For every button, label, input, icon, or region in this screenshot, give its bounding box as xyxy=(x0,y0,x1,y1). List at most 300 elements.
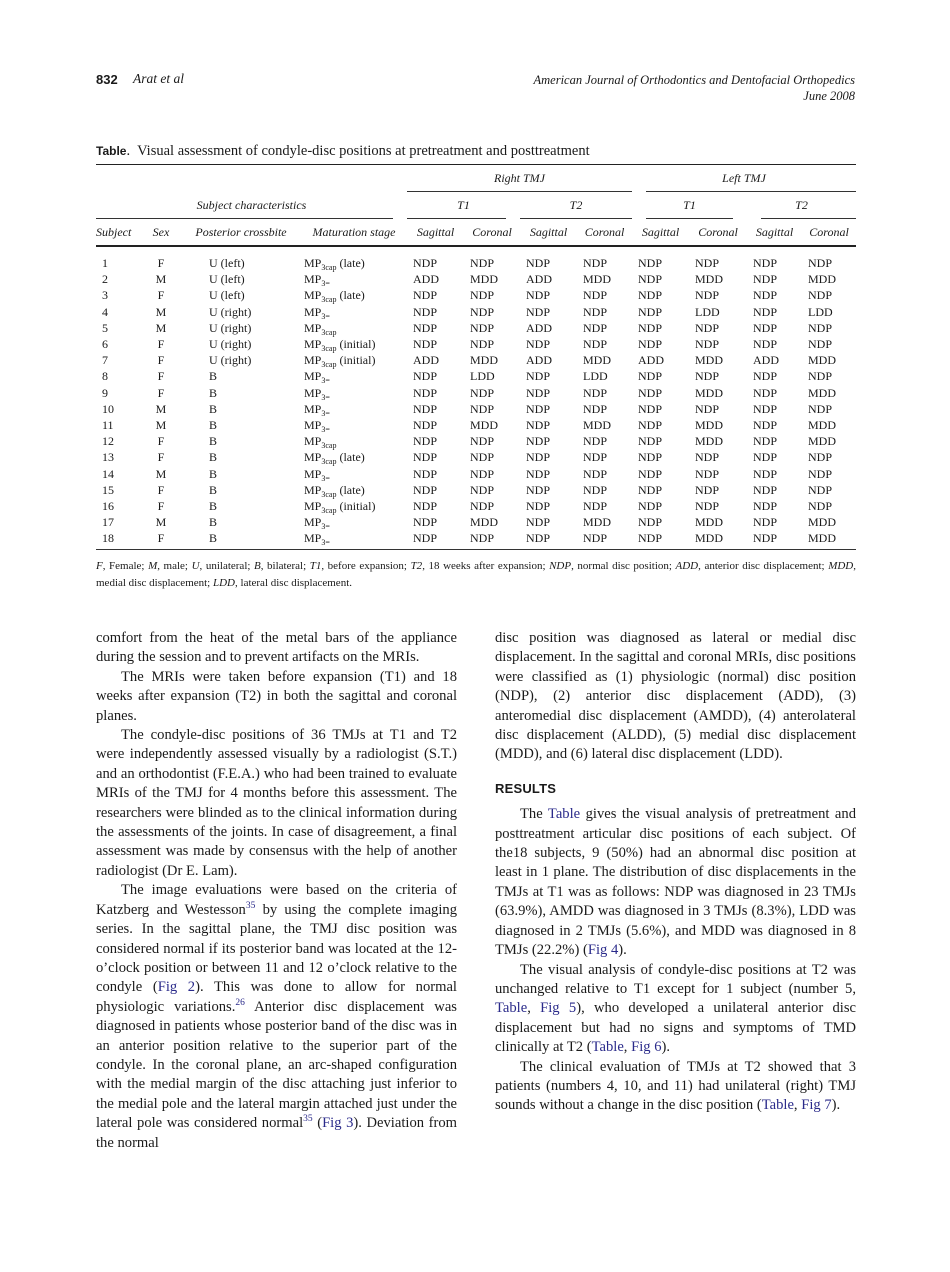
maturation-subscript: 3cap xyxy=(321,295,337,305)
body-column-left xyxy=(96,629,457,1153)
journal-title: American Journal of Orthodontics and Dentofacial Orthopedics xyxy=(533,73,855,87)
left-t1-header: T1 xyxy=(632,192,747,219)
cell-l-t2-sagittal: NDP xyxy=(753,256,778,271)
col-r-t2-sagittal: Sagittal xyxy=(520,219,577,246)
maturation-suffix: (initial) xyxy=(336,353,376,368)
cell-r-t1-sagittal: NDP xyxy=(413,385,438,400)
cell-r-t2-coronal: NDP xyxy=(583,337,608,352)
running-head xyxy=(96,70,855,110)
cell-r-t1-sagittal: NDP xyxy=(413,498,438,513)
right-tmj-header: Right TMJ xyxy=(407,165,632,193)
cell-l-t1-sagittal: NDP xyxy=(638,515,663,530)
maturation-subscript: 3= xyxy=(321,279,330,289)
text-run: ). xyxy=(831,1097,841,1114)
col-l-t1-sagittal: Sagittal xyxy=(632,219,689,246)
citation-link[interactable]: 26 xyxy=(235,997,245,1008)
cell-crossbite: B xyxy=(209,466,218,481)
cell-crossbite: B xyxy=(209,401,218,416)
cell-l-t1-coronal: NDP xyxy=(695,450,720,465)
maturation-base: MP xyxy=(304,272,322,287)
cell-r-t1-sagittal: NDP xyxy=(413,401,438,416)
cell-l-t2-coronal: MDD xyxy=(808,434,837,449)
cell-crossbite: B xyxy=(209,515,218,530)
cell-maturation xyxy=(301,417,407,433)
cell-maturation xyxy=(301,530,407,550)
table-row xyxy=(96,255,856,271)
footnote-abbreviation: B xyxy=(254,560,261,572)
cell-subject: 12 xyxy=(102,434,114,449)
cell-l-t1-sagittal: NDP xyxy=(638,466,663,481)
cell-l-t1-sagittal: NDP xyxy=(638,450,663,465)
cell-subject: 8 xyxy=(102,369,108,384)
page-number: 832 xyxy=(96,72,118,87)
cell-r-t1-coronal: NDP xyxy=(470,320,495,335)
cell-sex: F xyxy=(157,256,165,271)
running-authors: Arat et al xyxy=(133,71,184,86)
cell-l-t2-sagittal: NDP xyxy=(753,272,778,287)
cell-r-t2-coronal: NDP xyxy=(583,304,608,319)
text-run: , xyxy=(527,1000,541,1017)
col-subject: Subject xyxy=(96,219,141,246)
footnote-definition: , before expansion; xyxy=(321,560,411,572)
figure-link[interactable]: Fig 5 xyxy=(540,1000,577,1017)
left-tmj-header: Left TMJ xyxy=(632,165,856,193)
maturation-base: MP xyxy=(304,320,322,335)
maturation-subscript: 3cap xyxy=(321,489,337,499)
cell-subject: 5 xyxy=(102,320,108,335)
cell-r-t1-sagittal: NDP xyxy=(413,256,438,271)
table-row xyxy=(96,482,856,498)
maturation-subscript: 3cap xyxy=(321,505,337,515)
footnote-abbreviation: ADD xyxy=(675,560,699,572)
maturation-subscript: 3= xyxy=(321,376,330,386)
text-run: , xyxy=(623,1039,632,1056)
cell-r-t2-sagittal: NDP xyxy=(526,466,551,481)
cell-maturation xyxy=(301,385,407,401)
cell-r-t2-coronal: NDP xyxy=(583,450,608,465)
cell-r-t1-coronal: NDP xyxy=(470,498,495,513)
citation-link[interactable]: 35 xyxy=(245,900,256,911)
maturation-base: MP xyxy=(304,288,322,303)
maturation-suffix: (late) xyxy=(336,256,365,271)
footnote-abbreviation: MDD xyxy=(828,560,854,572)
cell-l-t2-sagittal: NDP xyxy=(753,369,778,384)
cell-l-t1-sagittal: NDP xyxy=(638,304,663,319)
journal-info xyxy=(534,72,856,104)
cell-r-t1-sagittal: NDP xyxy=(413,515,438,530)
col-l-t2-sagittal: Sagittal xyxy=(747,219,802,246)
cell-r-t2-coronal: MDD xyxy=(583,417,612,432)
table-row xyxy=(96,320,856,336)
figure-link[interactable]: Fig 2 xyxy=(157,979,196,996)
cell-r-t2-sagittal: NDP xyxy=(526,337,551,352)
cell-r-t1-coronal: NDP xyxy=(470,337,495,352)
cell-l-t2-coronal: NDP xyxy=(808,256,833,271)
cell-subject: 4 xyxy=(102,304,108,319)
cell-r-t2-coronal: MDD xyxy=(583,353,612,368)
cell-l-t2-sagittal: NDP xyxy=(753,385,778,400)
cell-r-t2-coronal: LDD xyxy=(583,369,608,384)
maturation-base: MP xyxy=(304,515,322,530)
table-title: Visual assessment of condyle-disc positions at pretreatment and posttreatment xyxy=(137,143,590,159)
cell-r-t2-coronal: MDD xyxy=(583,515,612,530)
cell-maturation xyxy=(301,433,407,449)
cell-r-t2-sagittal: NDP xyxy=(526,417,551,432)
cell-l-t1-sagittal: NDP xyxy=(638,272,663,287)
footnote-definition: , anterior disc displacement; xyxy=(698,560,829,572)
table-row xyxy=(96,433,856,449)
cell-l-t2-sagittal: NDP xyxy=(753,320,778,335)
cell-subject: 7 xyxy=(102,353,108,368)
cell-r-t1-sagittal: NDP xyxy=(407,530,464,550)
cell-subject: 11 xyxy=(102,417,114,432)
table-caption xyxy=(96,143,590,160)
cell-l-t2-coronal: MDD xyxy=(808,353,837,368)
table-row xyxy=(96,514,856,530)
cell-l-t2-sagittal: NDP xyxy=(753,288,778,303)
cell-maturation xyxy=(301,401,407,417)
cell-sex: F xyxy=(157,337,165,352)
cell-r-t2-coronal: NDP xyxy=(583,288,608,303)
cell-r-t2-sagittal: NDP xyxy=(526,304,551,319)
cell-l-t1-sagittal: ADD xyxy=(638,353,664,368)
col-maturation: Maturation stage xyxy=(301,219,407,246)
cell-r-t1-sagittal: NDP xyxy=(413,482,438,497)
cell-l-t2-coronal: MDD xyxy=(802,530,856,550)
cell-r-t2-coronal: NDP xyxy=(583,256,608,271)
cell-l-t2-coronal: NDP xyxy=(808,482,833,497)
cell-r-t1-sagittal: ADD xyxy=(413,353,439,368)
paragraph: The MRIs were taken before expansion (T1) and 18 weeks after expansion (T2) in both the sagittal and coronal planes. xyxy=(96,668,457,724)
cell-crossbite: B xyxy=(209,498,218,513)
table-row xyxy=(96,530,856,550)
text-run: by using the complete imaging series. In the sagittal plane, the TMJ disc position was considered normal if its posterior band was located at the 12-o’clock position or between 11 and 12 o’clock relative to the condyle ( xyxy=(96,901,457,996)
cell-subject: 1 xyxy=(102,256,108,271)
cell-crossbite: B xyxy=(209,482,218,497)
cell-maturation xyxy=(301,514,407,530)
issue-date: June 2008 xyxy=(803,89,855,103)
cell-sex: F xyxy=(157,369,165,384)
maturation-base: MP xyxy=(304,353,322,368)
cell-l-t1-sagittal: NDP xyxy=(638,482,663,497)
cell-sex: M xyxy=(155,304,167,319)
cell-maturation xyxy=(301,449,407,465)
footnote-abbreviation: NDP xyxy=(549,560,572,572)
cell-crossbite: B xyxy=(209,385,218,400)
cell-sex: M xyxy=(155,401,167,416)
cell-crossbite: B xyxy=(209,450,218,465)
cell-maturation xyxy=(301,304,407,320)
cell-crossbite: U (right) xyxy=(209,320,252,335)
figure-link[interactable]: Fig 7 xyxy=(801,1097,832,1114)
paragraph: The condyle-disc positions of 36 TMJs at T1 and T2 were independently assessed visually by a radiologist (S.T.) and an orthodontist (F.E.A.) who had been trained to evaluate MRIs of the TMJ for 4 months before this assessment. The researchers were blinded as to the clinical information during the assessments of the joints. In case of disagreement, a final assessment was made by consensus with the help of another radiologist (Dr E. Lam). xyxy=(96,727,457,879)
maturation-base: MP xyxy=(304,531,322,546)
figure-link[interactable]: Fig 6 xyxy=(631,1039,662,1056)
cell-r-t2-sagittal: NDP xyxy=(526,434,551,449)
cell-crossbite: U (right) xyxy=(209,353,252,368)
cell-l-t1-sagittal: NDP xyxy=(638,434,663,449)
cell-l-t2-coronal: MDD xyxy=(808,515,837,530)
maturation-base: MP xyxy=(304,337,322,352)
paragraph xyxy=(495,961,856,1058)
cell-l-t1-coronal: MDD xyxy=(695,385,724,400)
maturation-base: MP xyxy=(304,256,322,271)
cell-crossbite: B xyxy=(209,434,218,449)
cell-r-t1-sagittal: NDP xyxy=(413,450,438,465)
cell-l-t1-sagittal: NDP xyxy=(638,256,663,271)
cell-l-t2-coronal: NDP xyxy=(808,401,833,416)
cell-crossbite: U (left) xyxy=(209,272,245,287)
cell-maturation xyxy=(301,255,407,271)
cell-crossbite: B xyxy=(181,530,301,550)
cell-l-t1-coronal: MDD xyxy=(689,530,747,550)
cell-r-t2-sagittal: ADD xyxy=(526,320,552,335)
cell-r-t1-sagittal: NDP xyxy=(413,304,438,319)
cell-maturation xyxy=(301,352,407,368)
footnote-definition: , 18 weeks after expansion; xyxy=(422,560,550,572)
cell-r-t2-coronal: NDP xyxy=(583,434,608,449)
maturation-base: MP xyxy=(304,434,322,449)
cell-l-t1-sagittal: NDP xyxy=(632,530,689,550)
cell-r-t1-coronal: NDP xyxy=(470,288,495,303)
table-link[interactable]: Table xyxy=(547,806,581,823)
cell-r-t1-coronal: MDD xyxy=(470,417,499,432)
cell-l-t1-coronal: LDD xyxy=(695,304,720,319)
cell-r-t2-sagittal: NDP xyxy=(526,498,551,513)
cell-r-t1-coronal: NDP xyxy=(470,385,495,400)
cell-r-t1-sagittal: ADD xyxy=(413,272,439,287)
text-run: gives the visual analysis of pretreatment and posttreatment articular disc positions of each subject. Of the18 subjects, 9 (50%) had an abnormal disc position at least in 1 plane. The distribution of disc displacements in the TMJs at T1 was as follows: NDP was diagnosed in 23 TMJs (63.9%), AMDD was diagnosed in 3 TMJs (8.3%), LDD was diagnosed in 2 TMJs (5.6%), and MDD was diagnosed in 8 TMJs (22.2%) ( xyxy=(495,806,857,959)
cell-r-t2-sagittal: NDP xyxy=(526,288,551,303)
maturation-suffix: (late) xyxy=(336,450,365,465)
cell-r-t1-coronal: NDP xyxy=(470,450,495,465)
cell-l-t1-coronal: NDP xyxy=(695,337,720,352)
cell-l-t1-sagittal: NDP xyxy=(638,498,663,513)
maturation-base: MP xyxy=(304,385,322,400)
cell-subject: 16 xyxy=(102,498,114,513)
cell-sex: F xyxy=(157,385,165,400)
cell-l-t2-sagittal: ADD xyxy=(753,353,779,368)
cell-l-t1-coronal: MDD xyxy=(695,353,724,368)
cell-r-t2-sagittal: NDP xyxy=(526,482,551,497)
maturation-base: MP xyxy=(304,417,322,432)
cell-r-t2-coronal: NDP xyxy=(583,385,608,400)
left-t2-header: T2 xyxy=(747,192,856,219)
cell-sex: F xyxy=(157,482,165,497)
cell-r-t1-sagittal: NDP xyxy=(413,337,438,352)
maturation-base: MP xyxy=(304,369,322,384)
cell-maturation xyxy=(301,320,407,336)
cell-crossbite: U (right) xyxy=(209,337,252,352)
cell-subject: 18 xyxy=(96,530,141,550)
cell-sex: M xyxy=(155,515,167,530)
footnote-abbreviation: T1 xyxy=(309,560,322,572)
maturation-base: MP xyxy=(304,482,322,497)
maturation-suffix: (late) xyxy=(336,288,365,303)
text-run: ). xyxy=(618,942,627,959)
col-l-t1-coronal: Coronal xyxy=(689,219,747,246)
disc-position-table xyxy=(96,164,856,550)
text-run: The visual analysis of condyle-disc positions at T2 was unchanged relative to T1 except for 1 subject (number 5, xyxy=(495,961,856,997)
footnote-definition: , normal disc position; xyxy=(571,560,676,572)
cell-r-t2-coronal: NDP xyxy=(583,482,608,497)
body-column-right xyxy=(495,629,856,1116)
cell-r-t2-sagittal: NDP xyxy=(526,369,551,384)
cell-r-t2-sagittal: NDP xyxy=(526,385,551,400)
citation-link[interactable]: 35 xyxy=(303,1114,313,1125)
maturation-subscript: 3cap xyxy=(321,344,337,354)
cell-l-t2-coronal: NDP xyxy=(808,320,833,335)
cell-l-t1-sagittal: NDP xyxy=(638,288,663,303)
cell-r-t2-coronal: NDP xyxy=(583,466,608,481)
table-row xyxy=(96,368,856,384)
cell-l-t2-sagittal: NDP xyxy=(753,450,778,465)
maturation-subscript: 3= xyxy=(321,392,330,402)
cell-crossbite: U (left) xyxy=(209,256,245,271)
cell-r-t1-sagittal: NDP xyxy=(413,369,438,384)
table-row xyxy=(96,417,856,433)
maturation-subscript: 3cap xyxy=(321,263,337,273)
cell-maturation xyxy=(301,287,407,303)
cell-crossbite: B xyxy=(209,417,218,432)
cell-sex: F xyxy=(157,288,165,303)
cell-subject: 15 xyxy=(102,482,114,497)
cell-sex: F xyxy=(157,353,165,368)
footnote-definition: , lateral disc displacement. xyxy=(235,577,352,589)
cell-maturation xyxy=(301,271,407,287)
footnote-abbreviation: T2 xyxy=(410,560,423,572)
cell-l-t2-coronal: MDD xyxy=(808,417,837,432)
cell-subject: 10 xyxy=(102,401,114,416)
cell-l-t2-sagittal: NDP xyxy=(753,466,778,481)
cell-l-t1-coronal: MDD xyxy=(695,434,724,449)
cell-l-t2-coronal: LDD xyxy=(808,304,833,319)
footnote-abbreviation: LDD xyxy=(213,577,236,589)
footnote-abbreviation: M xyxy=(148,560,158,572)
cell-maturation xyxy=(301,465,407,481)
paragraph xyxy=(495,805,856,960)
cell-l-t1-coronal: NDP xyxy=(695,498,720,513)
text-run: ). xyxy=(661,1039,671,1056)
table-body xyxy=(96,255,856,550)
cell-l-t1-coronal: NDP xyxy=(695,369,720,384)
cell-r-t1-sagittal: NDP xyxy=(413,417,438,432)
maturation-subscript: 3= xyxy=(321,424,330,434)
table-row xyxy=(96,271,856,287)
maturation-subscript: 3= xyxy=(321,408,330,418)
col-r-t2-coronal: Coronal xyxy=(577,219,632,246)
table-link[interactable]: Table xyxy=(495,1000,528,1017)
cell-l-t1-sagittal: NDP xyxy=(638,417,663,432)
cell-r-t1-sagittal: NDP xyxy=(413,320,438,335)
table-label-period: . xyxy=(126,143,138,159)
cell-l-t2-sagittal: NDP xyxy=(753,337,778,352)
cell-l-t2-coronal: NDP xyxy=(808,498,833,513)
table-row xyxy=(96,304,856,320)
cell-r-t2-sagittal: ADD xyxy=(526,272,552,287)
cell-l-t1-coronal: NDP xyxy=(695,288,720,303)
cell-l-t2-sagittal: NDP xyxy=(747,530,802,550)
text-run: The clinical evaluation of TMJs at T2 showed that 3 patients (numbers 4, 10, and 11) had unilateral (right) TMJ sounds without a change in the disc position ( xyxy=(495,1058,856,1114)
table-row xyxy=(96,385,856,401)
cell-r-t1-coronal: LDD xyxy=(470,369,495,384)
cell-maturation xyxy=(301,336,407,352)
cell-r-t1-coronal: MDD xyxy=(470,515,499,530)
cell-l-t2-sagittal: NDP xyxy=(753,401,778,416)
col-r-t1-coronal: Coronal xyxy=(464,219,520,246)
cell-sex: M xyxy=(155,272,167,287)
cell-sex: F xyxy=(141,530,181,550)
maturation-suffix: (late) xyxy=(336,482,365,497)
cell-r-t2-sagittal: NDP xyxy=(526,401,551,416)
maturation-base: MP xyxy=(304,304,322,319)
cell-r-t1-sagittal: NDP xyxy=(413,288,438,303)
table-row xyxy=(96,352,856,368)
table-row xyxy=(96,287,856,303)
cell-l-t1-coronal: NDP xyxy=(695,320,720,335)
cell-sex: M xyxy=(155,417,167,432)
text-run: ). Deviation from the normal xyxy=(96,1115,457,1151)
maturation-base: MP xyxy=(304,450,322,465)
maturation-subscript: 3cap xyxy=(321,441,337,451)
cell-subject: 13 xyxy=(102,450,114,465)
right-t2-header: T2 xyxy=(520,192,632,219)
text-run: The xyxy=(520,806,548,823)
maturation-base: MP xyxy=(304,498,322,513)
text-run: ( xyxy=(312,1115,323,1132)
cell-r-t2-coronal: NDP xyxy=(583,498,608,513)
figure-link[interactable]: Fig 4 xyxy=(587,942,619,959)
cell-r-t1-sagittal: NDP xyxy=(413,434,438,449)
paragraph: comfort from the heat of the metal bars of the appliance during the session and to prevent artifacts on the MRIs. xyxy=(96,630,457,666)
footnote-definition: , Female; xyxy=(102,560,149,572)
cell-l-t2-sagittal: NDP xyxy=(753,482,778,497)
text-run: Anterior disc displacement was diagnosed in patients whose posterior band of the disc was in an anterior position relative to the superior part of the condyle. In the coronal plane, an arc-shaped configuration with the medial margin of the disc attaching just inferior to the medial pole and the lateral margin attached just under the lateral pole was considered normal xyxy=(96,998,457,1132)
cell-l-t1-sagittal: NDP xyxy=(638,401,663,416)
cell-crossbite: B xyxy=(209,369,218,384)
cell-r-t1-coronal: NDP xyxy=(470,401,495,416)
maturation-subscript: 3= xyxy=(321,538,330,548)
text-run: The image evaluations were based on the criteria of Katzberg and Westesson xyxy=(96,882,457,918)
paragraph: disc position was diagnosed as lateral or medial disc displacement. In the sagittal and coronal MRIs, disc positions were classified as (1) physiologic (normal) disc position (NDP), (2) anterior disc displacement (ADD), (3) anteromedial disc displacement (AMDD), (4) anterolateral disc displacement (ALDD), (5) medial disc displacement (MDD), and (6) lateral disc displacement (LDD). xyxy=(495,630,856,763)
cell-r-t2-coronal: NDP xyxy=(583,320,608,335)
maturation-subscript: 3= xyxy=(321,311,330,321)
maturation-base: MP xyxy=(304,466,322,481)
cell-maturation xyxy=(301,482,407,498)
cell-l-t2-sagittal: NDP xyxy=(753,304,778,319)
table-row xyxy=(96,401,856,417)
cell-r-t1-coronal: NDP xyxy=(464,530,520,550)
maturation-subscript: 3= xyxy=(321,522,330,532)
footnote-abbreviation: U xyxy=(191,560,200,572)
figure-link[interactable]: Fig 3 xyxy=(322,1115,354,1132)
cell-r-t2-coronal: MDD xyxy=(583,272,612,287)
cell-r-t1-coronal: NDP xyxy=(470,434,495,449)
table-link[interactable]: Table xyxy=(591,1039,624,1056)
cell-r-t1-coronal: NDP xyxy=(470,466,495,481)
cell-r-t2-sagittal: NDP xyxy=(520,530,577,550)
cell-r-t1-coronal: MDD xyxy=(470,272,499,287)
cell-maturation xyxy=(301,498,407,514)
table-link[interactable]: Table xyxy=(761,1097,794,1114)
cell-sex: F xyxy=(157,434,165,449)
cell-subject: 14 xyxy=(102,466,114,481)
col-sex: Sex xyxy=(141,219,181,246)
cell-l-t1-coronal: NDP xyxy=(695,466,720,481)
cell-r-t1-coronal: NDP xyxy=(470,304,495,319)
text-run: ), who developed a unilateral anterior disc displacement but had no signs and symptoms of TMD clinically at T2 ( xyxy=(495,1000,856,1056)
footnote-definition: , medial disc displacement; xyxy=(96,560,856,589)
